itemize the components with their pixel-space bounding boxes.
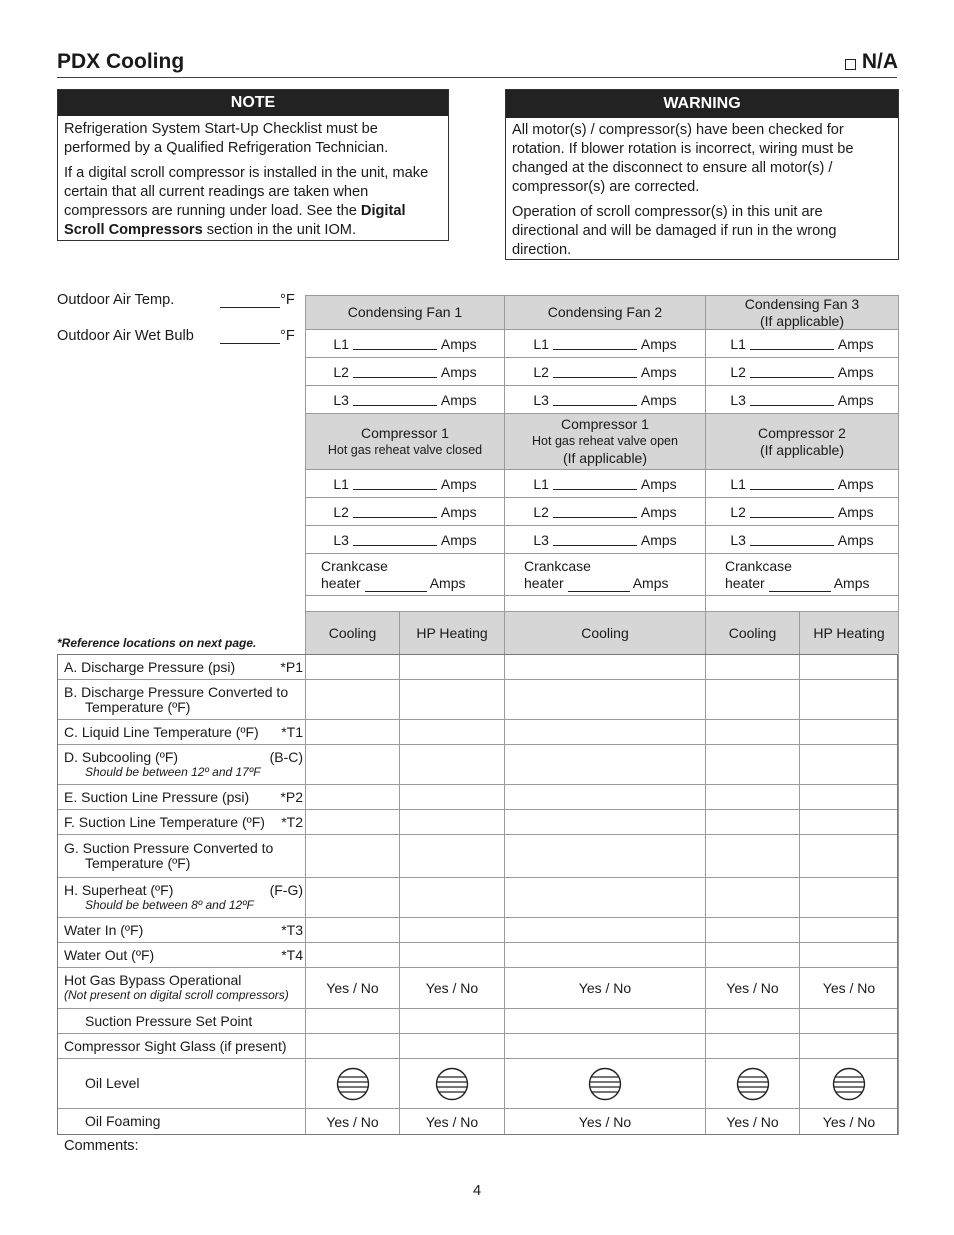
note-box [57,89,449,241]
amps-unit: Amps [640,363,677,380]
row-label-csg [57,1033,306,1059]
reading-field[interactable] [399,917,505,943]
row-label-text [64,685,305,700]
reading-field[interactable] [399,1008,505,1034]
amps-field[interactable] [305,497,505,526]
reading-field[interactable] [399,809,505,835]
yes-no-label: Yes / No [326,980,379,996]
row-label: Water In (ºF) [64,921,144,938]
amps-blank [353,365,437,378]
yes-no-label: Yes / No [578,980,632,996]
reading-field[interactable] [399,719,505,745]
line-label: L3 [333,391,349,408]
compressor-title: Compressor 1 [561,416,649,432]
spacer-cell [705,595,899,612]
yes-no-field[interactable] [504,967,706,1009]
line-label: L3 [730,531,746,548]
amps-unit: Amps [837,503,874,520]
reading-field[interactable] [705,877,800,918]
amps-blank [750,365,834,378]
amps-blank [750,477,834,490]
amps-field[interactable] [305,357,505,386]
warning-box [505,89,899,260]
row-label: Compressor Sight Glass (if present) [64,1037,287,1054]
amps-unit: Amps [640,335,677,352]
yes-no-field[interactable] [799,1108,899,1135]
amps-field[interactable] [305,469,505,498]
checkbox-icon[interactable] [845,59,856,70]
reading-field[interactable] [504,679,706,720]
reading-field[interactable] [504,654,706,680]
amps-blank [353,393,437,406]
row-reference: *P2 [280,788,303,805]
amps-blank [568,579,630,592]
reading-field[interactable] [799,834,899,878]
comments-label: Comments: [64,1138,139,1154]
row-label-text [64,790,305,805]
row-label-wi [57,917,306,943]
mode-header [305,611,400,655]
reading-field[interactable] [305,1008,400,1034]
row-label-foam [57,1108,306,1135]
row-label-continued: Temperature (ºF) [85,855,191,871]
yes-no-label: Yes / No [726,1113,779,1130]
reading-field[interactable] [399,1033,505,1059]
line-label: L3 [533,531,549,548]
reading-field[interactable] [305,784,400,810]
row-note: (Not present on digital scroll compressors) [64,988,289,1002]
row-label-text [64,1076,305,1091]
amps-unit: Amps [837,475,874,492]
amps-field[interactable] [305,329,505,358]
row-label-text [64,815,305,830]
line-label: L2 [730,503,746,520]
reading-field[interactable] [305,1033,400,1059]
amps-unit: Amps [632,575,669,591]
reading-field[interactable] [399,942,505,968]
reading-field[interactable] [799,1008,899,1034]
reading-field[interactable] [305,942,400,968]
row-label: A. Discharge Pressure (psi) [64,658,236,675]
row-reference: *T1 [281,723,303,740]
row-label-text [64,923,305,938]
row-note: Should be between 8º and 12ºF [85,897,254,912]
reading-field[interactable] [799,809,899,835]
reading-field[interactable] [504,784,706,810]
outdoor-air-temp-label: Outdoor Air Temp. [57,292,175,308]
compressor-header [305,413,505,470]
crankcase-label: Crankcase [725,558,792,574]
amps-blank [750,393,834,406]
amps-field[interactable] [504,329,706,358]
row-label: Hot Gas Bypass Operational [64,972,242,988]
compressor-title: Compressor 1 [361,424,449,441]
sight-glass-icon [736,1067,770,1101]
crankcase-heater-field[interactable] [705,553,899,596]
row-label: Water Out (ºF) [64,946,155,963]
reading-field[interactable] [799,877,899,918]
mode-label: Cooling [328,624,377,641]
row-label: Oil Foaming [85,1113,161,1129]
title-divider [57,77,897,78]
amps-unit: Amps [440,391,477,408]
row-label-hgb [57,967,306,1009]
reading-field[interactable] [705,1033,800,1059]
yes-no-label: Yes / No [822,1113,876,1130]
amps-unit: Amps [440,531,477,548]
row-label-continued: Temperature (ºF) [85,698,191,715]
amps-field[interactable] [504,525,706,554]
yes-no-field[interactable] [399,967,505,1009]
mode-header [504,611,706,655]
amps-unit: Amps [640,503,677,520]
fan-subtitle: (If applicable) [759,312,845,329]
row-label-text [64,841,305,856]
crankcase-heater-field[interactable] [305,553,505,596]
row-label-e [57,784,306,810]
amps-blank [553,393,637,406]
sight-glass-icon [336,1067,370,1101]
amps-unit: Amps [429,575,466,591]
amps-unit: Amps [640,391,677,408]
reading-field[interactable] [504,917,706,943]
page-number: 4 [472,1183,482,1199]
reading-field[interactable] [705,917,800,943]
amps-unit: Amps [440,475,477,492]
amps-blank [353,337,437,350]
row-label-text [64,973,305,988]
row-label-text [64,948,305,963]
row-label-a [57,654,306,680]
amps-unit: Amps [440,335,477,352]
warning-heading: WARNING [506,90,898,118]
reading-field[interactable] [799,784,899,810]
reading-field[interactable] [799,719,899,745]
amps-field[interactable] [504,497,706,526]
na-checkbox[interactable] [845,50,898,74]
spacer-cell [504,595,706,612]
yes-no-field[interactable] [705,1108,800,1135]
row-label: F. Suction Line Temperature (ºF) [64,813,265,830]
reading-field[interactable] [399,654,505,680]
row-label-b [57,679,306,720]
reading-field[interactable] [705,679,800,720]
outdoor-wet-bulb-field[interactable]: °F [220,328,295,344]
compressor-subtitle: (If applicable) [759,441,845,458]
warning-paragraph: Operation of scroll compressor(s) in this unit are directional and will be damaged if run in the wrong direction. [512,204,837,258]
amps-unit: Amps [640,475,677,492]
amps-blank [353,477,437,490]
spacer-cell [305,595,505,612]
compressor-subtitle: (If applicable) [562,450,648,466]
reading-field[interactable] [504,719,706,745]
reading-field[interactable] [705,942,800,968]
fan-title: Condensing Fan 2 [547,304,663,320]
amps-unit: Amps [837,531,874,548]
row-reference: *T4 [281,946,303,963]
fan-title: Condensing Fan 1 [347,304,463,320]
row-label: B. Discharge Pressure Converted to [64,683,289,700]
amps-field[interactable] [705,469,899,498]
row-label-text [64,1114,305,1129]
amps-blank [553,337,637,350]
amps-field[interactable] [305,385,505,414]
amps-unit: Amps [837,363,874,380]
reading-field[interactable] [399,784,505,810]
row-label-text [64,1014,305,1029]
row-reference: *T2 [281,813,303,830]
row-note: Should be between 12º and 17ºF [85,764,261,779]
amps-blank [353,505,437,518]
reading-field[interactable] [305,809,400,835]
row-reference: *P1 [280,658,303,675]
oil-level-sight-glass[interactable] [305,1058,400,1109]
yes-no-label: Yes / No [425,1113,479,1130]
line-label: L3 [533,391,549,408]
crankcase-line [524,575,705,592]
compressor-subtitle: Hot gas reheat valve closed [327,442,483,457]
reading-field[interactable] [504,1008,706,1034]
yes-no-label: Yes / No [822,980,876,996]
row-reference: *T3 [281,921,303,938]
row-label-wo [57,942,306,968]
yes-no-field[interactable] [504,1108,706,1135]
condensing-fan-header [504,295,706,330]
amps-field[interactable] [305,525,505,554]
row-label-text [64,725,305,740]
line-label: L3 [730,391,746,408]
amps-blank [353,533,437,546]
amps-field[interactable] [705,329,899,358]
reading-field[interactable] [799,1033,899,1059]
row-label-sps [57,1008,306,1034]
line-label: L2 [533,363,549,380]
oil-level-sight-glass[interactable] [799,1058,899,1109]
amps-blank [553,477,637,490]
mode-header [399,611,505,655]
reading-field[interactable] [399,877,505,918]
yes-no-field[interactable] [305,967,400,1009]
row-label-text [64,750,305,765]
amps-field[interactable] [705,357,899,386]
mode-header [705,611,800,655]
crankcase-label: Crankcase [524,558,591,574]
mode-label: HP Heating [813,624,885,641]
reading-field[interactable] [305,744,400,785]
amps-unit: Amps [440,503,477,520]
reading-field[interactable] [705,784,800,810]
amps-unit: Amps [837,335,874,352]
amps-blank [750,337,834,350]
amps-blank [365,579,427,592]
na-label: N/A [861,50,898,73]
fan-title: Condensing Fan 3 [744,295,860,312]
row-label: D. Subcooling (ºF) [64,748,179,765]
row-label: Oil Level [85,1075,140,1091]
reading-field[interactable] [799,942,899,968]
row-reference: (F-G) [269,881,303,898]
amps-blank [553,365,637,378]
yes-no-field[interactable] [799,967,899,1009]
yes-no-label: Yes / No [726,980,779,996]
reading-field[interactable] [799,679,899,720]
row-label-text [64,1039,305,1054]
reading-field[interactable] [399,679,505,720]
compressor-header [504,413,706,470]
line-label: L2 [730,363,746,380]
reading-field[interactable] [799,744,899,785]
reading-field[interactable] [305,719,400,745]
crankcase-line [725,575,898,592]
crankcase-heater-field[interactable] [504,553,706,596]
heater-label: heater [725,575,765,591]
mode-label: Cooling [581,624,629,641]
reading-field[interactable] [504,942,706,968]
amps-blank [553,533,637,546]
reading-field[interactable] [504,834,706,878]
sight-glass-icon [832,1067,866,1101]
amps-field[interactable] [705,385,899,414]
mode-label: HP Heating [416,624,488,641]
compressor-title: Compressor 2 [758,424,846,441]
condensing-fan-header [705,295,899,330]
amps-blank [553,505,637,518]
compressor-header [705,413,899,470]
compressor-subtitle: Hot gas reheat valve open [532,434,678,448]
yes-no-field[interactable] [399,1108,505,1135]
yes-no-label: Yes / No [578,1113,632,1130]
oil-level-sight-glass[interactable] [399,1058,505,1109]
note-paragraph: Refrigeration System Start-Up Checklist must be performed by a Qualified Refrigeration Technician. [64,121,389,156]
reading-field[interactable] [305,834,400,878]
warning-paragraph: All motor(s) / compressor(s) have been checked for rotation. If blower rotation is incorrect, wiring must be changed at the disconnect to ensure all motor(s) / compressor(s) are corrected. [512,122,854,195]
row-label: G. Suction Pressure Converted to [64,840,274,856]
row-reference: (B-C) [269,748,303,765]
amps-field[interactable] [504,357,706,386]
line-label: L2 [333,503,349,520]
oil-level-sight-glass[interactable] [504,1058,706,1109]
heater-label: heater [524,575,564,591]
row-label-oil [57,1058,306,1109]
reading-field[interactable] [799,917,899,943]
line-label: L1 [333,475,349,492]
row-label: Suction Pressure Set Point [85,1012,253,1029]
reading-field[interactable] [705,719,800,745]
reading-field[interactable] [705,654,800,680]
yes-no-label: Yes / No [326,1113,379,1130]
reading-field[interactable] [705,1008,800,1034]
amps-field[interactable] [504,469,706,498]
page-title: PDX Cooling [57,50,185,73]
note-heading: NOTE [58,90,448,116]
row-label: E. Suction Line Pressure (psi) [64,788,250,805]
row-label: C. Liquid Line Temperature (ºF) [64,723,259,740]
amps-blank [750,505,834,518]
yes-no-label: Yes / No [425,980,479,996]
reading-field[interactable] [705,744,800,785]
oil-level-sight-glass[interactable] [705,1058,800,1109]
sight-glass-icon [588,1067,622,1101]
reading-field[interactable] [305,679,400,720]
amps-field[interactable] [705,497,899,526]
mode-label: Cooling [728,624,777,641]
reading-field[interactable] [504,877,706,918]
reading-field[interactable] [504,744,706,785]
reading-field[interactable] [305,654,400,680]
line-label: L1 [533,335,549,352]
reading-field[interactable] [799,654,899,680]
mode-header [799,611,899,655]
yes-no-field[interactable] [705,967,800,1009]
amps-unit: Amps [640,531,677,548]
reading-field[interactable] [305,917,400,943]
amps-unit: Amps [440,363,477,380]
amps-field[interactable] [504,385,706,414]
condensing-fan-header [305,295,505,330]
row-label-d [57,744,306,785]
amps-blank [750,533,834,546]
amps-blank [769,579,831,592]
reading-field[interactable] [399,834,505,878]
reading-field[interactable] [705,834,800,878]
amps-unit: Amps [833,575,870,591]
row-label-g [57,834,306,878]
reading-field[interactable] [504,809,706,835]
sight-glass-icon [435,1067,469,1101]
row-label-f [57,809,306,835]
reference-note: *Reference locations on next page. [57,636,257,650]
amps-unit: Amps [837,391,874,408]
row-label: H. Superheat (ºF) [64,881,174,898]
row-label-text [64,883,305,898]
row-label-h [57,877,306,918]
row-label-c [57,719,306,745]
line-label: L2 [533,503,549,520]
heater-label: heater [321,575,361,591]
crankcase-label: Crankcase [321,558,388,574]
outdoor-air-temp-field[interactable]: °F [220,292,295,308]
line-label: L1 [730,475,746,492]
line-label: L2 [333,363,349,380]
line-label: L3 [333,531,349,548]
outdoor-wet-bulb-label: Outdoor Air Wet Bulb [57,328,194,344]
crankcase-line [321,575,504,592]
reading-field[interactable] [399,744,505,785]
reading-field[interactable] [504,1033,706,1059]
line-label: L1 [730,335,746,352]
line-label: L1 [533,475,549,492]
amps-field[interactable] [705,525,899,554]
reading-field[interactable] [705,809,800,835]
reading-field[interactable] [305,877,400,918]
note-paragraph: If a digital scroll compressor is installed in the unit, make certain that all current readings are taken when compressors are running under load. See the Digital Scroll Compressors section in the unit IOM. [64,165,429,238]
yes-no-field[interactable] [305,1108,400,1135]
row-label-text [64,660,305,675]
line-label: L1 [333,335,349,352]
